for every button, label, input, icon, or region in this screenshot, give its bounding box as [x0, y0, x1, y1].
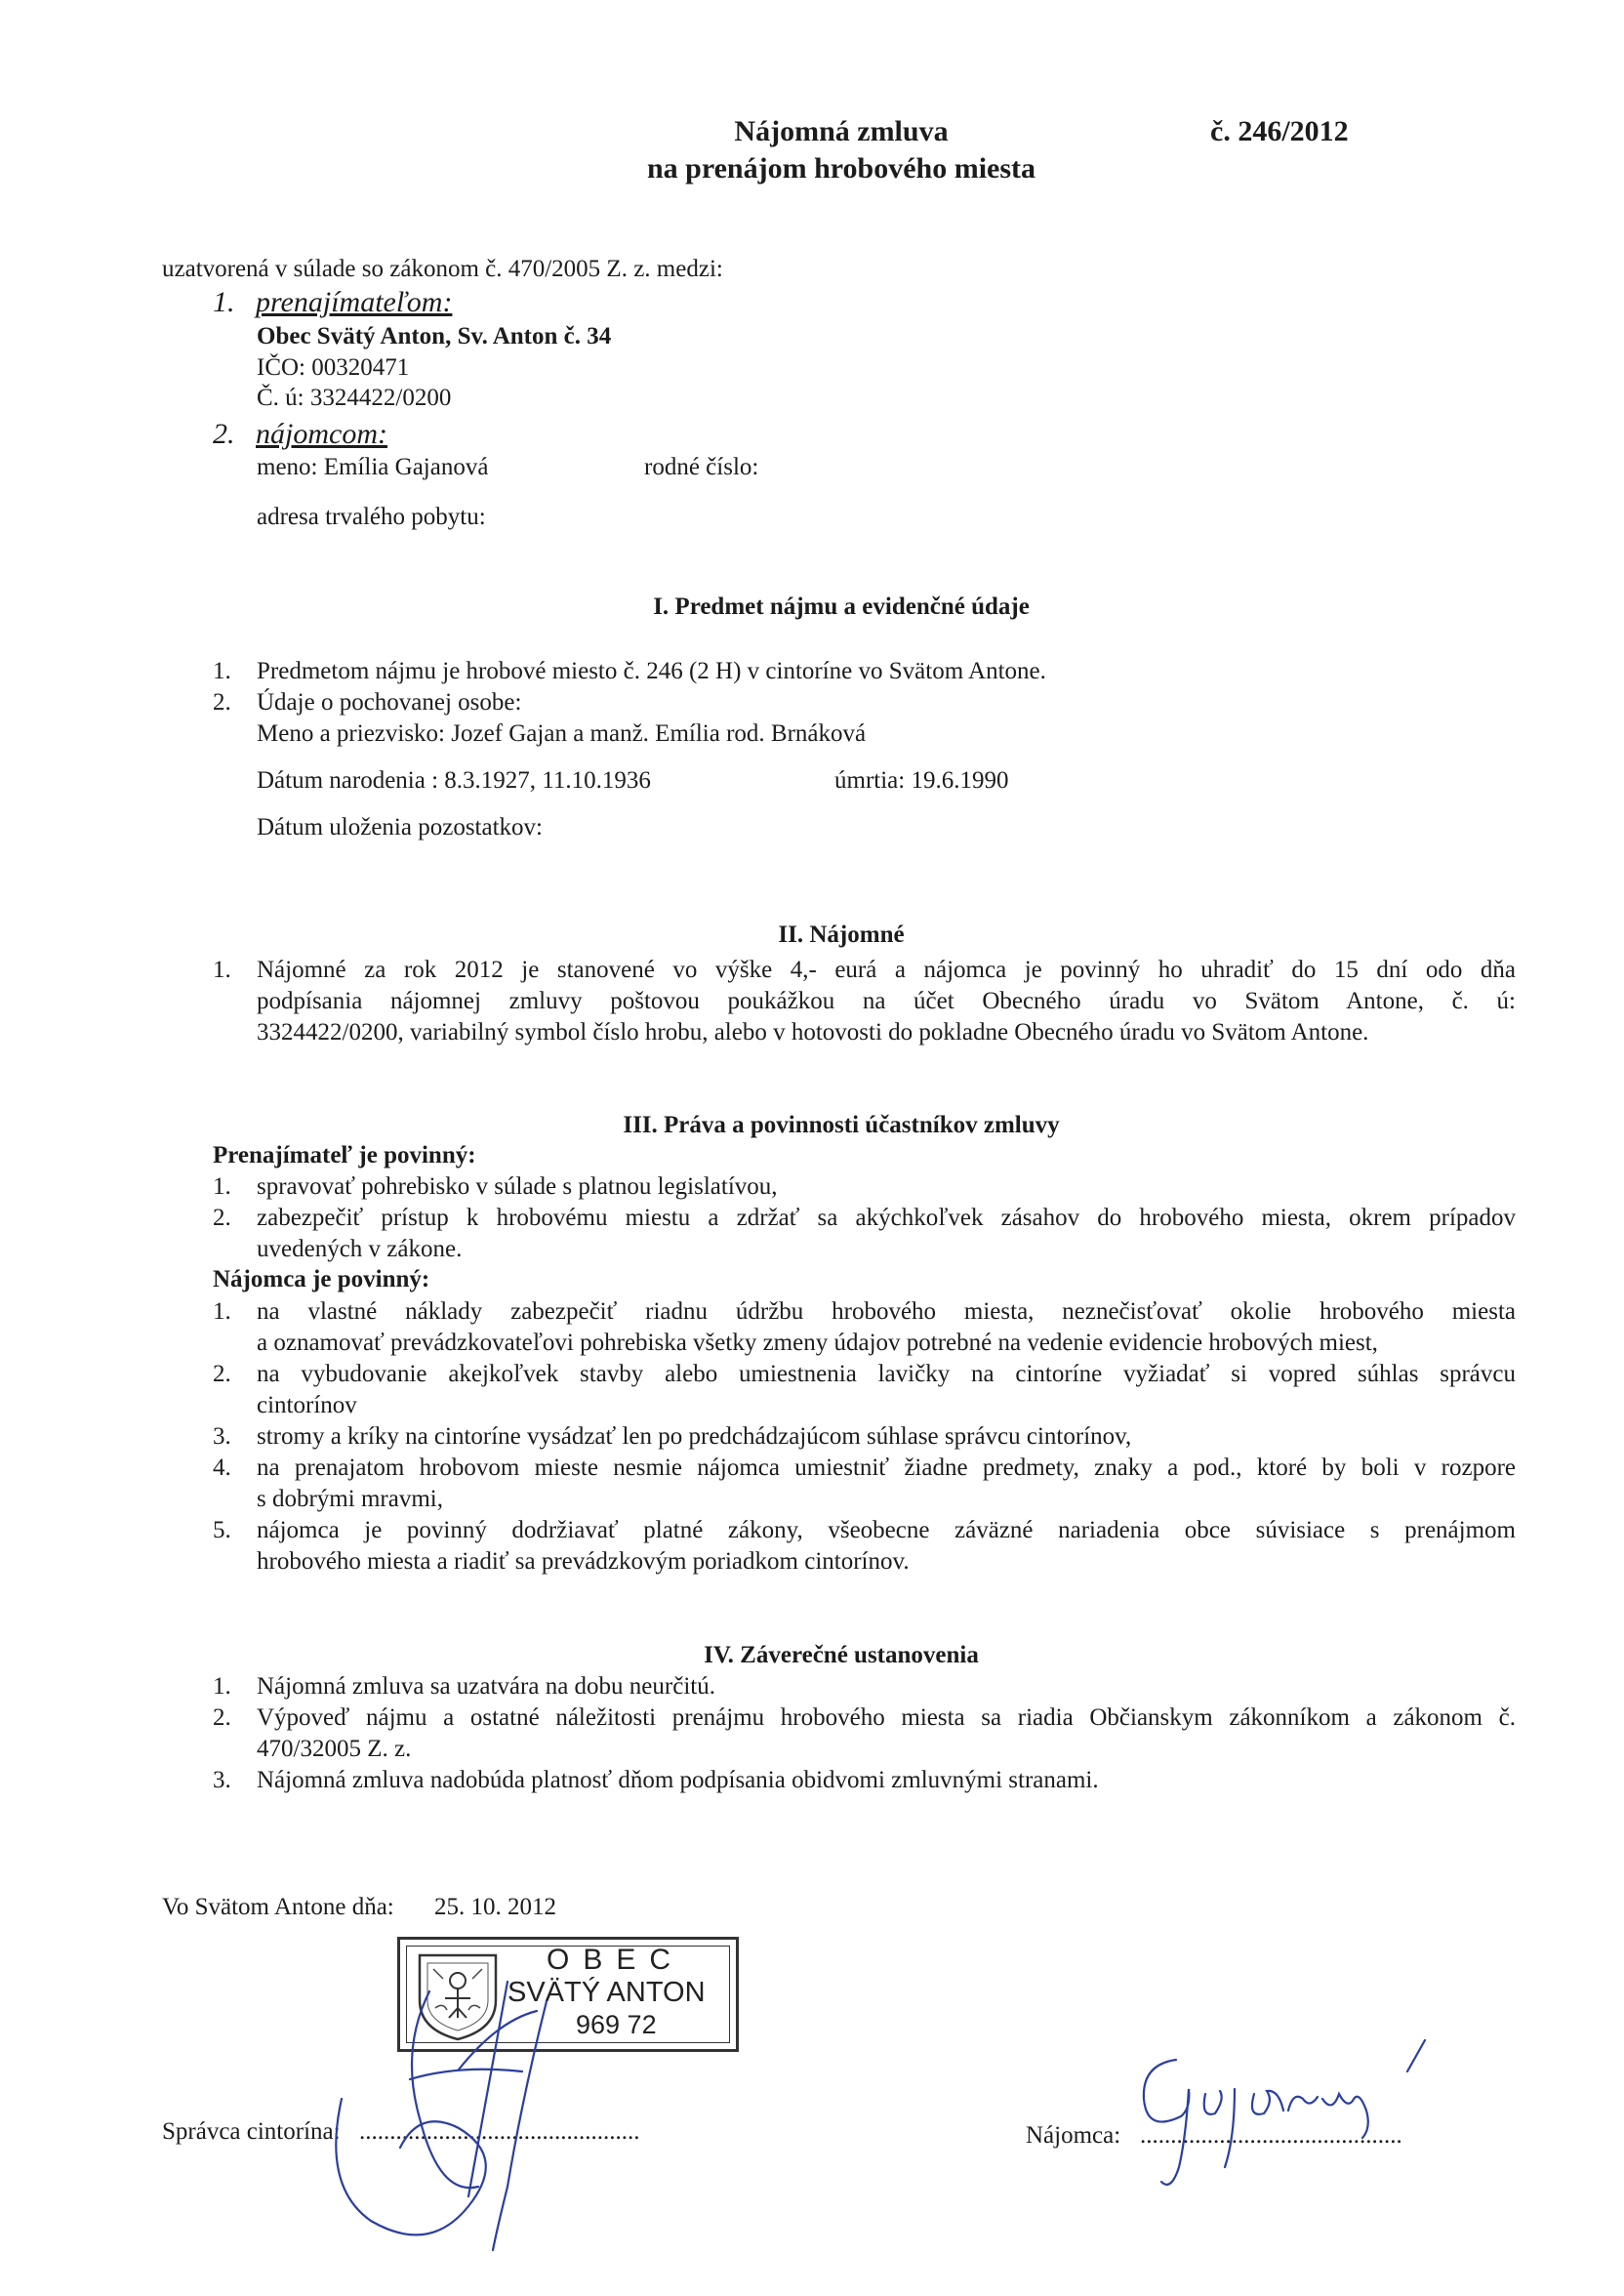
section1-heading: I. Predmet nájmu a evidenčné údaje: [653, 594, 1030, 620]
intro-text: uzatvorená v súlade so zákonom č. 470/2005 Z. z. medzi:: [162, 256, 723, 282]
party2-name: meno: Emília Gajanová: [257, 454, 489, 480]
section4-item-number: 2.: [213, 1704, 231, 1731]
signing-date: 25. 10. 2012: [434, 1894, 556, 1920]
tenant-item-number: 2.: [213, 1361, 231, 1387]
party1-number: 1.: [213, 286, 235, 318]
tenant-item-line: nájomca je povinný dodržiavať platné zákony, všeobecne záväzné nariadenia obce súvisiace s prenájmom: [257, 1517, 1516, 1543]
section4-item-line: Nájomná zmluva sa uzatvára na dobu neurčitú.: [257, 1673, 715, 1700]
tenant-item-line: hrobového miesta a riadiť sa prevádzkovým poriadkom cintorínov.: [257, 1548, 910, 1575]
tenant-item-line: na vlastné náklady zabezpečiť riadnu údržbu hrobového miesta, neznečisťovať okolie hrobového miesta: [257, 1298, 1516, 1325]
party1-account: Č. ú: 3324422/0200: [257, 385, 452, 411]
section4-item-number: 3.: [213, 1767, 231, 1793]
landlord-item-line: zabezpečiť prístup k hrobovému miestu a zdržať sa akýchkoľvek zásahov do hrobového miesta, okrem prípadov: [257, 1205, 1516, 1231]
party2-address: adresa trvalého pobytu:: [257, 504, 486, 530]
place-date-label: Vo Svätom Antone dňa:: [162, 1894, 394, 1920]
section4-item-number: 1.: [213, 1673, 231, 1700]
section1-item1: Predmetom nájmu je hrobové miesto č. 246 (2 H) v cintoríne vo Svätom Antone.: [257, 658, 1046, 684]
tenant-item-line: a oznamovať prevádzkovateľovi pohrebiska všetky zmeny údajov potrebné na vedenie evidencie hrobových miest,: [257, 1330, 1378, 1356]
tenant-item-line: na prenajatom hrobovom mieste nesmie nájomca umiestniť žiadne predmety, znaky a pod., ktoré by boli v rozpore: [257, 1455, 1516, 1481]
section4-item-line: Výpoveď nájmu a ostatné náležitosti prenájmu hrobového miesta sa riadia Občianskym zákonníkom a zákonom č.: [257, 1704, 1516, 1731]
section2-line1: Nájomné za rok 2012 je stanovené vo výške 4,- eurá a nájomca je povinný ho uhradiť do 15 dní odo dňa: [257, 957, 1516, 983]
section4-item-line: Nájomná zmluva nadobúda platnosť dňom podpísania obidvomi zmluvnými stranami.: [257, 1767, 1099, 1793]
section1-item2-number: 2.: [213, 689, 231, 716]
section3-heading: III. Práva a povinnosti účastníkov zmluvy: [623, 1112, 1060, 1138]
section2-line2: podpísania nájomnej zmluvy poštovou poukážkou na účet Obecného úradu vo Svätom Antone, č. ú:: [257, 988, 1516, 1014]
party1-role: prenajímateľom:: [256, 286, 453, 318]
landlord-item-number: 1.: [213, 1173, 231, 1200]
tenant-item-number: 1.: [213, 1298, 231, 1325]
section1-item1-number: 1.: [213, 658, 231, 684]
contract-number: č. 246/2012: [1210, 115, 1349, 147]
landlord-item-line: spravovať pohrebisko v súlade s platnou legislatívou,: [257, 1173, 778, 1200]
stamp-line2: SVÄTÝ ANTON: [508, 1977, 706, 2008]
party1-ico: IČO: 00320471: [257, 354, 410, 381]
cemetery-manager-label: Správca cintorína:: [162, 2118, 341, 2145]
section2-item1-number: 1.: [213, 957, 231, 983]
tenant-signature-scribble: [1132, 2021, 1444, 2196]
party2-role: nájomcom:: [256, 418, 387, 450]
tenant-duties-heading: Nájomca je povinný:: [213, 1266, 430, 1292]
tenant-item-line: stromy a kríky na cintoríne vysádzať len po predchádzajúcom súhlase správcu cintorínov,: [257, 1423, 1132, 1450]
party1-name: Obec Svätý Anton, Sv. Anton č. 34: [257, 323, 612, 349]
section2-heading: II. Nájomné: [778, 922, 905, 948]
death-date: úmrtia: 19.6.1990: [834, 767, 1009, 794]
section4-item-line: 470/32005 Z. z.: [257, 1736, 412, 1762]
remains-deposit-date: Dátum uloženia pozostatkov:: [257, 814, 543, 840]
party2-birth-number: rodné číslo:: [644, 454, 759, 480]
tenant-label: Nájomca:: [1026, 2122, 1121, 2149]
tenant-item-number: 5.: [213, 1517, 231, 1543]
landlord-item-number: 2.: [213, 1205, 231, 1231]
section4-heading: IV. Záverečné ustanovenia: [704, 1642, 979, 1668]
tenant-item-line: na vybudovanie akejkoľvek stavby alebo umiestnenia lavičky na cintoríne vyžiadať si vopred súhlas správcu: [257, 1361, 1516, 1387]
tenant-item-line: cintorínov: [257, 1392, 357, 1418]
tenant-item-number: 3.: [213, 1423, 231, 1450]
document-title: Nájomná zmluva: [734, 115, 949, 147]
manager-signature-scribble: [312, 1962, 644, 2255]
landlord-duties-heading: Prenajímateľ je povinný:: [213, 1142, 476, 1168]
landlord-item-line: uvedených v zákone.: [257, 1236, 463, 1262]
birth-date: Dátum narodenia : 8.3.1927, 11.10.1936: [257, 767, 651, 794]
document-subtitle: na prenájom hrobového miesta: [646, 152, 1036, 184]
tenant-item-number: 4.: [213, 1455, 231, 1481]
section2-line3: 3324422/0200, variabilný symbol číslo hrobu, alebo v hotovosti do pokladne Obecného úradu vo Svätom Antone.: [257, 1019, 1369, 1046]
stamp-line1: OBEC: [547, 1944, 685, 1976]
tenant-item-line: s dobrými mravmi,: [257, 1486, 443, 1512]
tenant-signature-line: ...........................................: [1140, 2122, 1402, 2149]
section1-item2: Údaje o pochovanej osobe:: [257, 689, 522, 716]
party2-number: 2.: [213, 418, 235, 450]
deceased-name: Meno a priezvisko: Jozef Gajan a manž. Emília rod. Brnáková: [257, 720, 867, 747]
stamp-line3: 969 72: [576, 2010, 657, 2039]
cemetery-manager-signature-line: ..............................................: [359, 2118, 640, 2145]
